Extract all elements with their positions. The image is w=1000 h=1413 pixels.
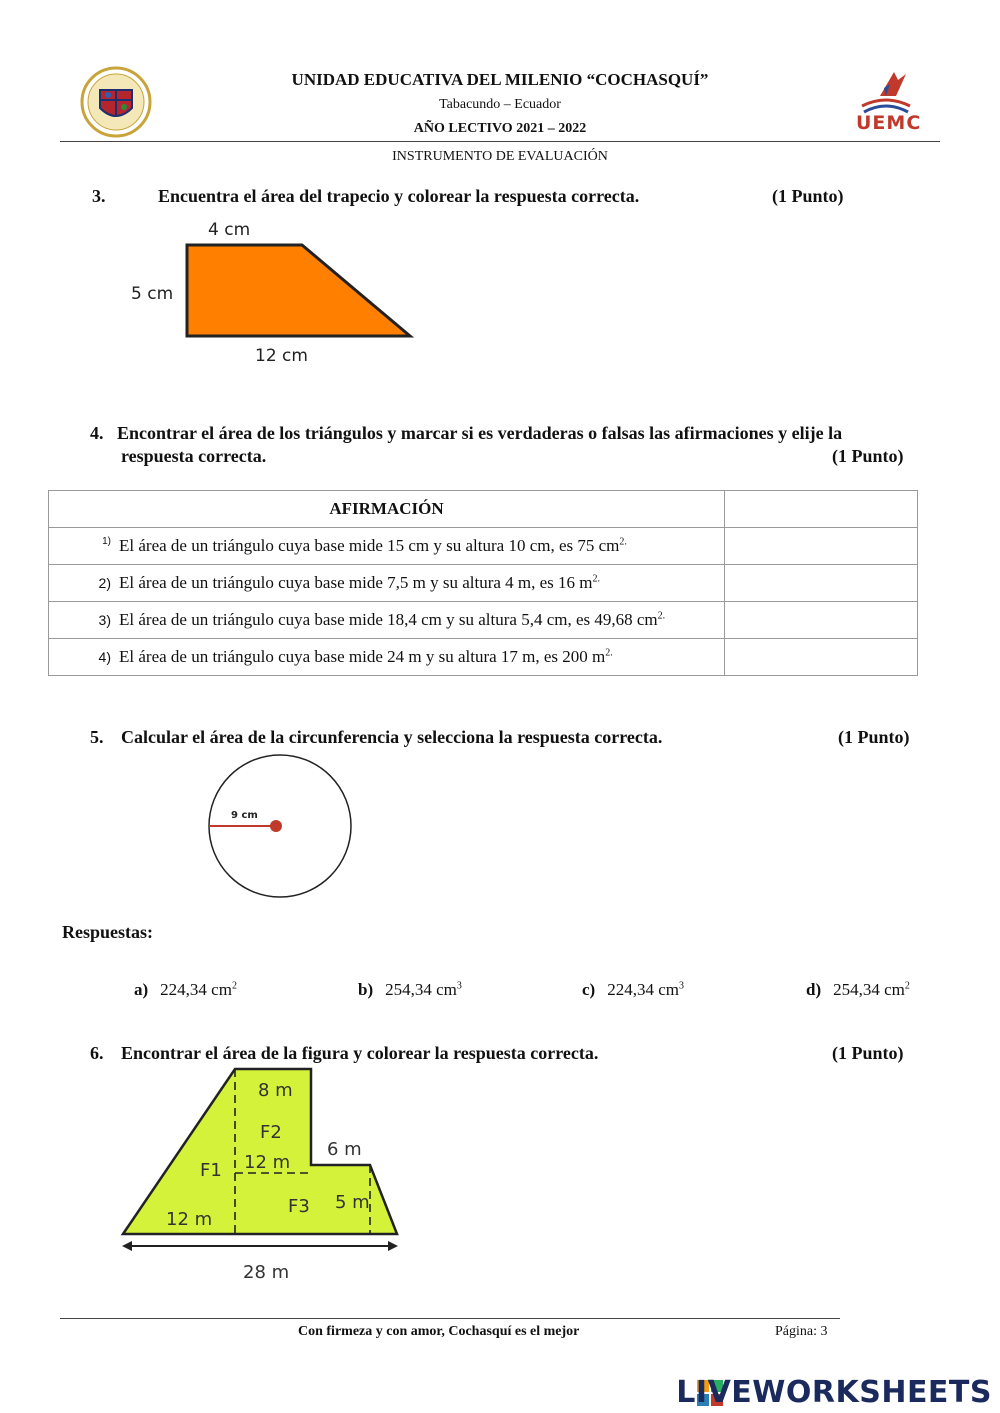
liveworksheets-brand: LIVEWORKSHEETS <box>676 1375 992 1410</box>
composite-figure <box>110 1062 410 1287</box>
answer-cell[interactable] <box>725 528 918 565</box>
affirmation-cell <box>49 528 725 565</box>
school-crest-logo <box>80 66 152 138</box>
label-f2: F2 <box>260 1122 282 1143</box>
answer-sup: 2 <box>904 980 910 992</box>
table-row <box>49 565 918 602</box>
trapezoid-top-label: 4 cm <box>208 220 251 240</box>
row-number: 1) <box>102 536 111 548</box>
affirmation-sup: 2. <box>657 610 666 622</box>
q5-number: 5. <box>90 727 104 747</box>
row-number: 3) <box>98 612 111 628</box>
answer-cell[interactable] <box>725 565 918 602</box>
affirmation-text: El área de un triángulo cuya base mide 7,5 m y su altura 4 m, es 16 m <box>119 573 593 592</box>
answer-value: 224,34 cm <box>160 980 232 999</box>
label-width: 28 m <box>243 1262 290 1283</box>
center-point <box>270 820 282 832</box>
q6-points: (1 Punto) <box>832 1043 904 1063</box>
footer-divider <box>60 1318 840 1319</box>
trapezoid-bottom-label: 12 cm <box>255 346 308 366</box>
answer-sup: 3 <box>679 980 684 992</box>
q3-points: (1 Punto) <box>772 186 844 206</box>
affirmation-cell <box>49 565 725 602</box>
table-header: AFIRMACIÓN <box>49 491 725 528</box>
answer-option-c[interactable] <box>582 980 684 1000</box>
table-header-row <box>49 491 918 528</box>
affirmations-table <box>48 490 918 676</box>
table-row <box>49 528 918 565</box>
q4-text-line2: respuesta correcta. <box>121 446 267 466</box>
circle-figure <box>200 752 370 902</box>
answer-option-d[interactable] <box>806 980 910 1000</box>
answer-value: 224,34 cm <box>607 980 679 999</box>
answers-title: Respuestas: <box>62 922 154 942</box>
true-false-header-cell <box>725 491 918 528</box>
answer-value: 254,34 cm <box>833 980 905 999</box>
trapezoid-figure <box>120 212 430 372</box>
uemc-logo <box>850 66 922 140</box>
affirmation-cell <box>49 639 725 676</box>
q4-text-line1: 4. Encontrar el área de los triángulos y marcar si es verdaderas o falsas las afirmaciones y elije la <box>90 423 843 443</box>
affirmation-cell <box>49 602 725 639</box>
trapezoid-side-label: 5 cm <box>131 284 174 304</box>
affirmation-text: El área de un triángulo cuya base mide 15 cm y su altura 10 cm, es 75 cm <box>119 536 620 555</box>
affirmation-text: El área de un triángulo cuya base mide 24 m y su altura 17 m, es 200 m <box>119 647 606 666</box>
table-row <box>49 639 918 676</box>
school-year: AÑO LECTIVO 2021 – 2022 <box>413 121 587 136</box>
label-twelve-mid: 12 m <box>244 1152 291 1173</box>
affirmation-sup: 2. <box>619 536 627 548</box>
footer-motto: Con firmeza y con amor, Cochasquí es el mejor <box>298 1324 580 1339</box>
answer-option-b[interactable] <box>358 980 462 1000</box>
answer-cell[interactable] <box>725 639 918 676</box>
q3-text: Encuentra el área del trapecio y colorear la respuesta correcta. <box>158 186 640 206</box>
answer-letter: a) <box>134 980 149 999</box>
answer-sup: 3 <box>456 980 462 992</box>
q5-points: (1 Punto) <box>838 727 910 747</box>
instrument-title: INSTRUMENTO DE EVALUACIÓN <box>392 149 608 164</box>
answer-letter: d) <box>806 980 822 999</box>
page-number: Página: 3 <box>775 1324 828 1339</box>
answer-letter: c) <box>582 980 596 999</box>
q6-number: 6. <box>90 1043 104 1063</box>
label-top: 8 m <box>258 1080 293 1101</box>
label-twelve-base: 12 m <box>166 1209 213 1230</box>
answer-sup: 2 <box>231 980 237 992</box>
arrow-left-head <box>122 1241 132 1251</box>
answer-letter: b) <box>358 980 374 999</box>
table-row <box>49 602 918 639</box>
affirmation-text: El área de un triángulo cuya base mide 18,4 cm y su altura 5,4 cm, es 49,68 cm <box>119 610 658 629</box>
affirmation-sup: 2. <box>605 647 613 659</box>
school-location: Tabacundo – Ecuador <box>439 97 561 112</box>
uemc-logo-text: UEMC <box>856 112 922 134</box>
school-name: UNIDAD EDUCATIVA DEL MILENIO “COCHASQUÍ” <box>291 70 709 89</box>
row-number: 4) <box>98 649 111 665</box>
q5-text: Calcular el área de la circunferencia y selecciona la respuesta correcta. <box>121 727 663 747</box>
row-number: 2) <box>98 575 111 591</box>
label-five: 5 m <box>335 1192 370 1213</box>
answer-cell[interactable] <box>725 602 918 639</box>
header-divider <box>60 141 940 142</box>
answer-value: 254,34 cm <box>385 980 457 999</box>
trapezoid-shape <box>187 245 410 336</box>
label-f3: F3 <box>288 1196 310 1217</box>
q6-text: Encontrar el área de la figura y colorear la respuesta correcta. <box>121 1043 599 1063</box>
q3-number: 3. <box>92 186 106 206</box>
arrow-right-head <box>388 1241 398 1251</box>
label-f1: F1 <box>200 1160 222 1181</box>
q4-points: (1 Punto) <box>832 446 904 466</box>
answer-option-a[interactable] <box>134 980 237 1000</box>
radius-label: 9 cm <box>231 810 258 821</box>
affirmation-sup: 2. <box>592 573 601 585</box>
label-six: 6 m <box>327 1139 362 1160</box>
